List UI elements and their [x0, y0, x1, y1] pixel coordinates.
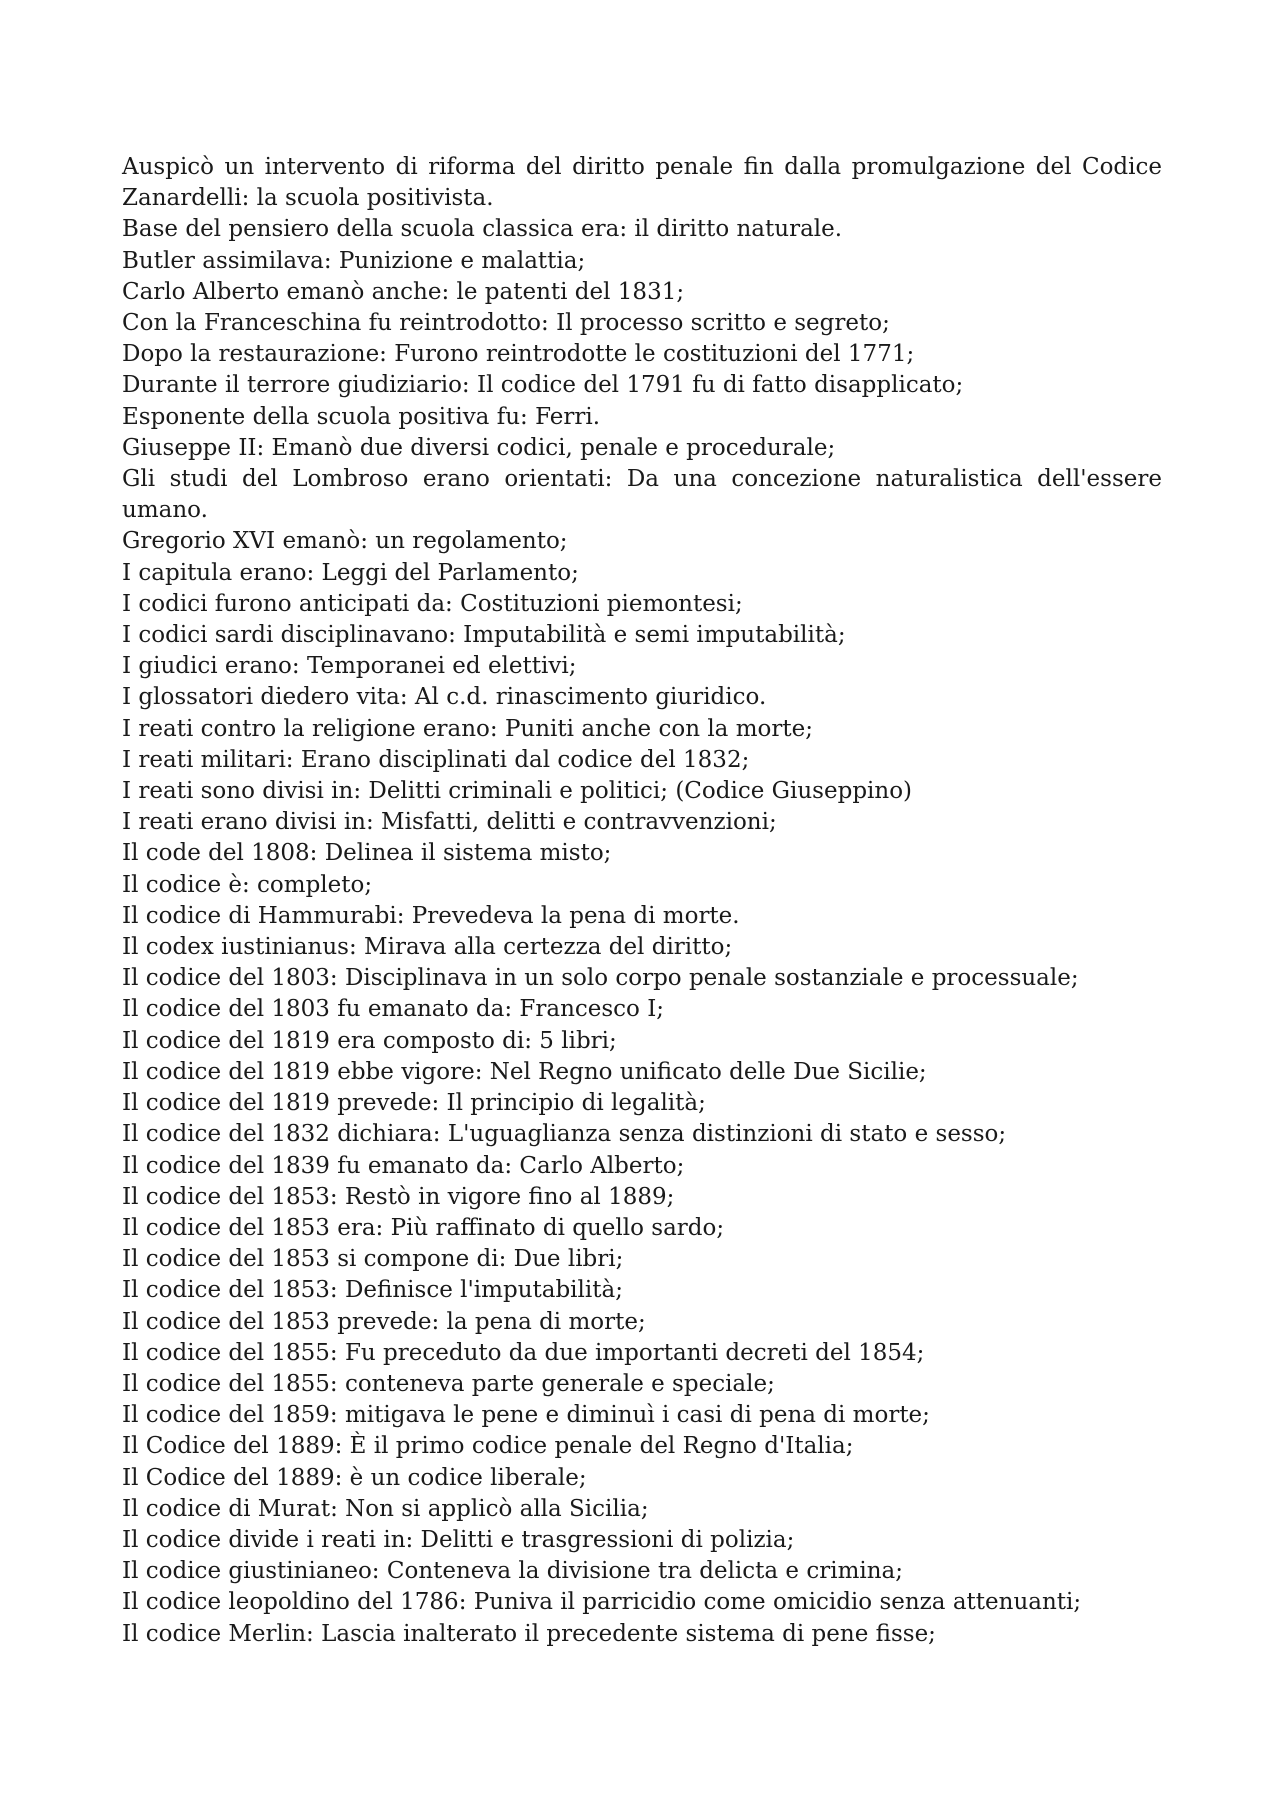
text-line-45: Il codice leopoldino del 1786: Puniva il parricidio come omicidio senza attenuanti; — [122, 1589, 1082, 1616]
text-line-10: Gli studi del Lombroso erano orientati: Da una concezione naturalistica dell'essere umano. — [122, 466, 1162, 524]
text-line-29: Il codice del 1819 prevede: Il principio di legalità; — [122, 1090, 706, 1117]
text-line-36: Il codice del 1853 prevede: la pena di morte; — [122, 1308, 646, 1335]
text-line-17: I reati contro la religione erano: Puniti anche con la morte; — [122, 715, 813, 742]
text-line-46: Il codice Merlin: Lascia inalterato il precedente sistema di pene fisse; — [122, 1620, 936, 1647]
text-line-24: Il codex iustinianus: Mirava alla certezza del diritto; — [122, 934, 733, 961]
text-line-34: Il codice del 1853 si compone di: Due libri; — [122, 1246, 624, 1273]
text-line-7: Durante il terrore giudiziario: Il codice del 1791 fu di fatto disapplicato; — [122, 372, 964, 399]
text-line-43: Il codice divide i reati in: Delitti e trasgressioni di polizia; — [122, 1526, 795, 1553]
document-page — [122, 152, 1162, 1650]
text-line-26: Il codice del 1803 fu emanato da: Francesco I; — [122, 996, 665, 1023]
text-line-32: Il codice del 1853: Restò in vigore fino al 1889; — [122, 1183, 675, 1210]
text-line-20: I reati erano divisi in: Misfatti, delitti e contravvenzioni; — [122, 809, 777, 836]
text-line-2: Base del pensiero della scuola classica era: il diritto naturale. — [122, 216, 843, 243]
text-line-39: Il codice del 1859: mitigava le pene e diminuì i casi di pena di morte; — [122, 1402, 930, 1429]
text-line-33: Il codice del 1853 era: Più raffinato di quello sardo; — [122, 1214, 725, 1241]
text-line-4: Carlo Alberto emanò anche: le patenti del 1831; — [122, 278, 685, 305]
text-line-8: Esponente della scuola positiva fu: Ferri. — [122, 403, 601, 430]
text-line-15: I giudici erano: Temporanei ed elettivi; — [122, 653, 577, 680]
text-line-22: Il codice è: completo; — [122, 871, 373, 898]
text-line-21: Il code del 1808: Delinea il sistema misto; — [122, 840, 612, 867]
text-line-6: Dopo la restaurazione: Furono reintrodotte le costituzioni del 1771; — [122, 341, 915, 368]
text-line-13: I codici furono anticipati da: Costituzioni piemontesi; — [122, 590, 743, 617]
text-line-41: Il Codice del 1889: è un codice liberale; — [122, 1464, 587, 1491]
text-line-31: Il codice del 1839 fu emanato da: Carlo Alberto; — [122, 1152, 685, 1179]
text-line-28: Il codice del 1819 ebbe vigore: Nel Regno unificato delle Due Sicilie; — [122, 1058, 927, 1085]
text-line-1: Auspicò un intervento di riforma del diritto penale fin dalla promulgazione del Codice Zanardelli: la scuola positivista. — [122, 154, 1162, 212]
text-line-38: Il codice del 1855: conteneva parte generale e speciale; — [122, 1370, 775, 1397]
text-line-12: I capitula erano: Leggi del Parlamento; — [122, 559, 579, 586]
text-line-42: Il codice di Murat: Non si applicò alla Sicilia; — [122, 1495, 649, 1522]
text-line-9: Giuseppe II: Emanò due diversi codici, penale e procedurale; — [122, 434, 836, 461]
text-line-25: Il codice del 1803: Disciplinava in un solo corpo penale sostanziale e processuale; — [122, 965, 1079, 992]
text-line-27: Il codice del 1819 era composto di: 5 libri; — [122, 1027, 617, 1054]
text-line-18: I reati militari: Erano disciplinati dal codice del 1832; — [122, 746, 750, 773]
text-line-44: Il codice giustinianeo: Conteneva la divisione tra delicta e crimina; — [122, 1558, 904, 1585]
text-line-11: Gregorio XVI emanò: un regolamento; — [122, 528, 568, 555]
text-line-5: Con la Franceschina fu reintrodotto: Il processo scritto e segreto; — [122, 310, 890, 337]
text-line-23: Il codice di Hammurabi: Prevedeva la pena di morte. — [122, 902, 740, 929]
text-line-30: Il codice del 1832 dichiara: L'uguaglianza senza distinzioni di stato e sesso; — [122, 1121, 1007, 1148]
text-line-3: Butler assimilava: Punizione e malattia; — [122, 247, 586, 274]
text-line-40: Il Codice del 1889: È il primo codice penale del Regno d'Italia; — [122, 1433, 854, 1460]
text-line-14: I codici sardi disciplinavano: Imputabilità e semi imputabilità; — [122, 622, 846, 649]
text-line-19: I reati sono divisi in: Delitti criminali e politici; (Codice Giuseppino) — [122, 778, 913, 805]
text-line-35: Il codice del 1853: Definisce l'imputabilità; — [122, 1277, 623, 1304]
text-line-16: I glossatori diedero vita: Al c.d. rinascimento giuridico. — [122, 684, 767, 711]
text-line-37: Il codice del 1855: Fu preceduto da due importanti decreti del 1854; — [122, 1339, 925, 1366]
